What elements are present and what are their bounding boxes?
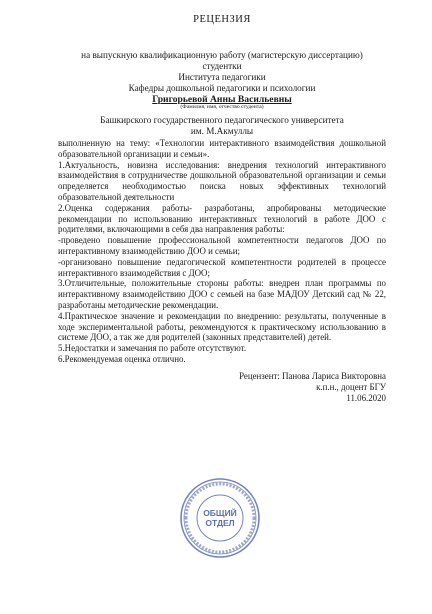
strengths-paragraph: 3.Отличительные, положительные стороны работы: внедрен план программы по интерактивному взаимодействию ДОО с семьей на базе МАДОУ Детский сад № 22, разработаны методические рекомендации. <box>58 278 386 310</box>
topic-paragraph: выполненную на тему: «Технологии интерактивного взаимодействия дошкольной образовательной организации и семьи». <box>58 138 386 159</box>
institute-line: Института педагогики <box>178 72 266 82</box>
reviewer-name: Рецензент: Панова Лариса Викторовна <box>239 370 386 381</box>
document-title: РЕЦЕНЗИЯ <box>193 14 251 25</box>
grade-paragraph: 6.Рекомендуемая оценка отлично. <box>58 353 186 364</box>
header-line-2: студентки <box>202 61 242 71</box>
direction-1-paragraph: -проведено повышение профессиональной компетентности педагогов ДОО по интерактивному взаимодействию ДОО и семьи; <box>58 235 386 256</box>
review-date: 11.06.2020 <box>346 392 386 403</box>
stamp-text-2: ОТДЕЛ <box>205 518 235 528</box>
stamp-text-1: ОБЩИЙ <box>203 508 237 518</box>
shortcomings-paragraph: 5.Недостатки и замечания по работе отсутствуют. <box>58 343 247 354</box>
reviewer-position: к.п.н., доцент БГУ <box>316 381 386 392</box>
content-paragraph: 2.Оценка содержания работы- разработаны, апробированы методические рекомендации по использованию интерактивных технологий в работе ДОО с родителями, включающими в себя два направления работы: <box>58 202 386 235</box>
name-caption: (Фамилия, имя, отчество студента) <box>180 104 264 110</box>
practical-value-paragraph: 4.Практическое значение и рекомендации по внедрению: результаты, полученные в ходе экспериментальной работы, рекомендуются к практическому использованию в системе ДОО, а так же для родителей (законных представителей) детей. <box>58 310 386 343</box>
university-line-2: им. М.Акмуллы <box>190 126 254 136</box>
office-stamp <box>178 476 262 560</box>
signature-block <box>58 371 386 404</box>
student-name: Григорьевой Анны Васильевны <box>152 94 292 105</box>
header-line-1: на выпускную квалификационную работу (магистерскую диссертацию) <box>81 50 363 60</box>
department-line: Кафедры дошкольной педагогики и психологии <box>128 83 316 93</box>
relevance-paragraph: 1.Актуальность, новизна исследования: внедрения технологий интерактивного взаимодействия в сотрудничестве дошкольной образовательной организации и семьи определяется необходимостью поиска новых эффективных технологий образовательной деятельности <box>58 159 386 202</box>
university-line-1: Башкирского государственного педагогического университета <box>100 115 344 125</box>
review-page <box>0 14 432 614</box>
direction-2-paragraph: -организовано повышение педагогической компетентности родителей в процессе интерактивного взаимодействия с ДОО; <box>58 256 386 278</box>
review-body <box>58 138 386 365</box>
